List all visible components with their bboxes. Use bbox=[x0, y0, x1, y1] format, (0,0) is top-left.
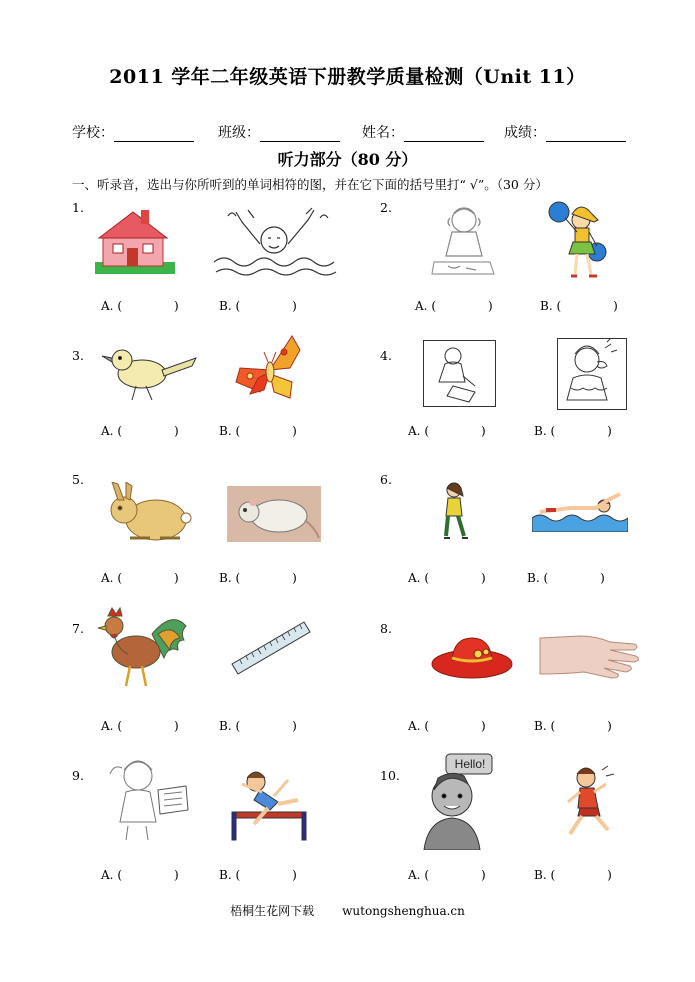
question-number: 4. bbox=[380, 348, 392, 363]
choice-b[interactable]: B. ( ) bbox=[534, 719, 612, 733]
choice-a[interactable]: A. ( ) bbox=[101, 571, 179, 585]
name-blank[interactable] bbox=[404, 125, 484, 142]
footer-url[interactable]: wutongshenghua.cn bbox=[342, 904, 465, 918]
page-footer bbox=[0, 902, 695, 919]
question-number: 7. bbox=[72, 621, 84, 636]
choice-b[interactable]: B. ( ) bbox=[534, 424, 612, 438]
name-field[interactable] bbox=[362, 122, 484, 142]
bird-picture bbox=[100, 344, 198, 402]
score-field[interactable] bbox=[504, 122, 626, 142]
choice-a[interactable]: A. ( ) bbox=[101, 424, 179, 438]
boy-writing-picture bbox=[423, 340, 496, 407]
question-number: 10. bbox=[380, 768, 400, 783]
cheerleader-picture bbox=[547, 200, 615, 282]
choice-a[interactable]: A. ( ) bbox=[408, 571, 486, 585]
question-number: 9. bbox=[72, 768, 84, 783]
girl-drawing-picture bbox=[428, 202, 496, 278]
section-title: 听力部分（80 分） bbox=[277, 150, 418, 169]
school-label: 学校： bbox=[72, 125, 114, 141]
choice-b[interactable]: B. ( ) bbox=[219, 868, 297, 882]
page-title: 2011 学年二年级英语下册教学质量检测（Unit 11） bbox=[109, 66, 586, 88]
hand-picture bbox=[538, 632, 640, 682]
swimmer-picture bbox=[532, 492, 628, 532]
rabbit-picture bbox=[100, 482, 196, 546]
score-blank[interactable] bbox=[546, 125, 626, 142]
ruler-picture bbox=[230, 618, 312, 676]
boy-running-picture bbox=[560, 764, 616, 846]
man-saying-hello-picture bbox=[420, 752, 494, 850]
choice-b[interactable]: B. ( ) bbox=[540, 299, 618, 313]
class-blank[interactable] bbox=[260, 125, 340, 142]
question-number: 5. bbox=[72, 472, 84, 487]
hurdler-picture bbox=[228, 766, 310, 842]
choice-a[interactable]: A. ( ) bbox=[101, 299, 179, 313]
class-label: 班级： bbox=[218, 125, 260, 141]
rat-picture bbox=[227, 486, 321, 542]
cartoon-in-water-picture bbox=[210, 204, 342, 278]
girl-walking-picture bbox=[440, 480, 472, 544]
footer-site-name: 梧桐生花网下载 bbox=[230, 904, 315, 918]
red-hat-picture bbox=[430, 636, 514, 680]
question-number: 2. bbox=[380, 200, 392, 215]
choice-a[interactable]: A. ( ) bbox=[101, 719, 179, 733]
class-field[interactable] bbox=[218, 122, 340, 142]
score-label: 成绩： bbox=[504, 125, 546, 141]
choice-b[interactable]: B. ( ) bbox=[219, 424, 297, 438]
choice-a[interactable]: A. ( ) bbox=[408, 424, 486, 438]
question-number: 1. bbox=[72, 200, 84, 215]
question-number: 8. bbox=[380, 621, 392, 636]
school-field[interactable] bbox=[72, 122, 194, 142]
choice-b[interactable]: B. ( ) bbox=[527, 571, 605, 585]
name-label: 姓名： bbox=[362, 125, 404, 141]
hello-speech-bubble: Hello! bbox=[454, 757, 486, 771]
choice-b[interactable]: B. ( ) bbox=[219, 571, 297, 585]
question-number: 3. bbox=[72, 348, 84, 363]
choice-a[interactable]: A. ( ) bbox=[415, 299, 493, 313]
school-blank[interactable] bbox=[114, 125, 194, 142]
choice-b[interactable]: B. ( ) bbox=[219, 299, 297, 313]
rooster-picture bbox=[96, 604, 188, 690]
choice-a[interactable]: A. ( ) bbox=[408, 868, 486, 882]
choice-b[interactable]: B. ( ) bbox=[534, 868, 612, 882]
butterfly-picture bbox=[234, 332, 306, 404]
girl-reading-picture bbox=[108, 756, 192, 844]
question-number: 6. bbox=[380, 472, 392, 487]
choice-a[interactable]: A. ( ) bbox=[408, 719, 486, 733]
house-picture bbox=[95, 208, 175, 274]
choice-b[interactable]: B. ( ) bbox=[219, 719, 297, 733]
choice-a[interactable]: A. ( ) bbox=[101, 868, 179, 882]
instruction-text: 一、听录音，选出与你所听到的单词相符的图，并在它下面的括号里打“ √”。（30 分） bbox=[72, 177, 548, 192]
student-info-row bbox=[72, 122, 642, 144]
girl-singing-picture bbox=[557, 338, 627, 410]
